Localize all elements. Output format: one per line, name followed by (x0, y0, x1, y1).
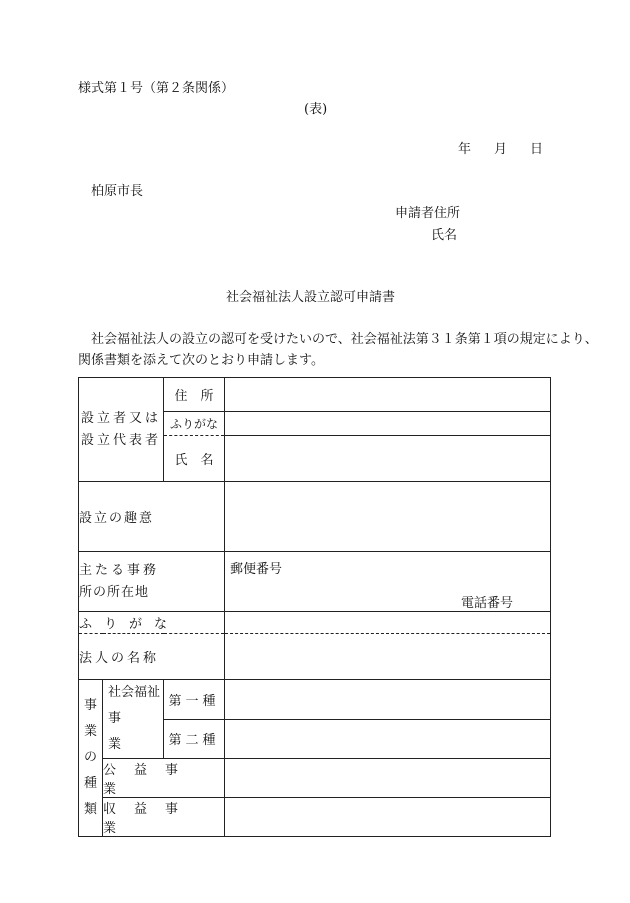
type-2-label: 第二種 (164, 719, 225, 759)
business-type-label (79, 680, 103, 837)
public-interest-field[interactable] (225, 759, 551, 798)
applicant-name-label: 氏名 (431, 228, 458, 243)
date-month: 月 (494, 142, 508, 157)
corp-name-label: 法人の名称 (79, 634, 225, 680)
date-day: 日 (530, 142, 544, 157)
purpose-field[interactable] (225, 482, 551, 552)
address-field[interactable] (225, 378, 551, 412)
office-label-line-1: 主たる事務 (79, 562, 160, 578)
postal-code-label: 郵便番号 (230, 562, 283, 577)
business-type-char-2: 業 (83, 724, 97, 739)
type-1-field[interactable] (225, 680, 551, 720)
name-field[interactable] (225, 436, 551, 482)
type-2-field[interactable] (225, 719, 551, 759)
document-title: 社会福祉法人設立認可申請書 (226, 290, 396, 305)
office-field[interactable] (225, 552, 551, 612)
welfare-business-line-2: 事業 (108, 711, 144, 752)
furigana-label-small: ふりがな (164, 412, 225, 436)
corp-name-field[interactable] (225, 634, 551, 680)
office-label (79, 552, 225, 612)
body-text-line-1: 社会福祉法人の設立の認可を受けたいので、社会福祉法第３１条第１項の規定により、 (91, 332, 598, 347)
founder-label-line-2: 設立代表者 (81, 432, 162, 448)
office-label-line-2: 所の所在地 (79, 584, 150, 600)
business-type-char-4: 種 (83, 776, 97, 791)
address-label: 住 所 (164, 378, 225, 412)
type-1-label: 第一種 (164, 680, 225, 720)
business-type-char-5: 類 (83, 802, 97, 817)
founder-label-line-1: 設立者又は (81, 410, 162, 426)
profit-label: 収益事業 (103, 798, 225, 837)
public-interest-label: 公益事業 (103, 759, 225, 798)
side-indicator: (表) (304, 102, 328, 117)
welfare-business-label (103, 680, 164, 759)
welfare-business-line-1: 社会福祉 (108, 685, 161, 700)
furigana-label: ふりがな (79, 612, 225, 634)
business-type-char-3: の (83, 750, 97, 765)
furigana-field[interactable] (225, 412, 551, 436)
date-year: 年 (458, 142, 472, 157)
applicant-address-label: 申請者住所 (395, 206, 461, 221)
purpose-label: 設立の趣意 (79, 482, 225, 552)
profit-field[interactable] (225, 798, 551, 837)
name-label: 氏 名 (164, 436, 225, 482)
application-table (78, 377, 551, 837)
phone-label: 電話番号 (461, 596, 514, 611)
founder-label (79, 378, 164, 482)
corp-furigana-field[interactable] (225, 612, 551, 634)
addressee: 柏原市長 (91, 184, 144, 199)
body-text-line-2: 関係書類を添えて次のとおり申請します。 (78, 353, 324, 368)
business-type-char-1: 事 (83, 698, 97, 713)
form-number: 様式第１号（第２条関係） (78, 81, 235, 96)
